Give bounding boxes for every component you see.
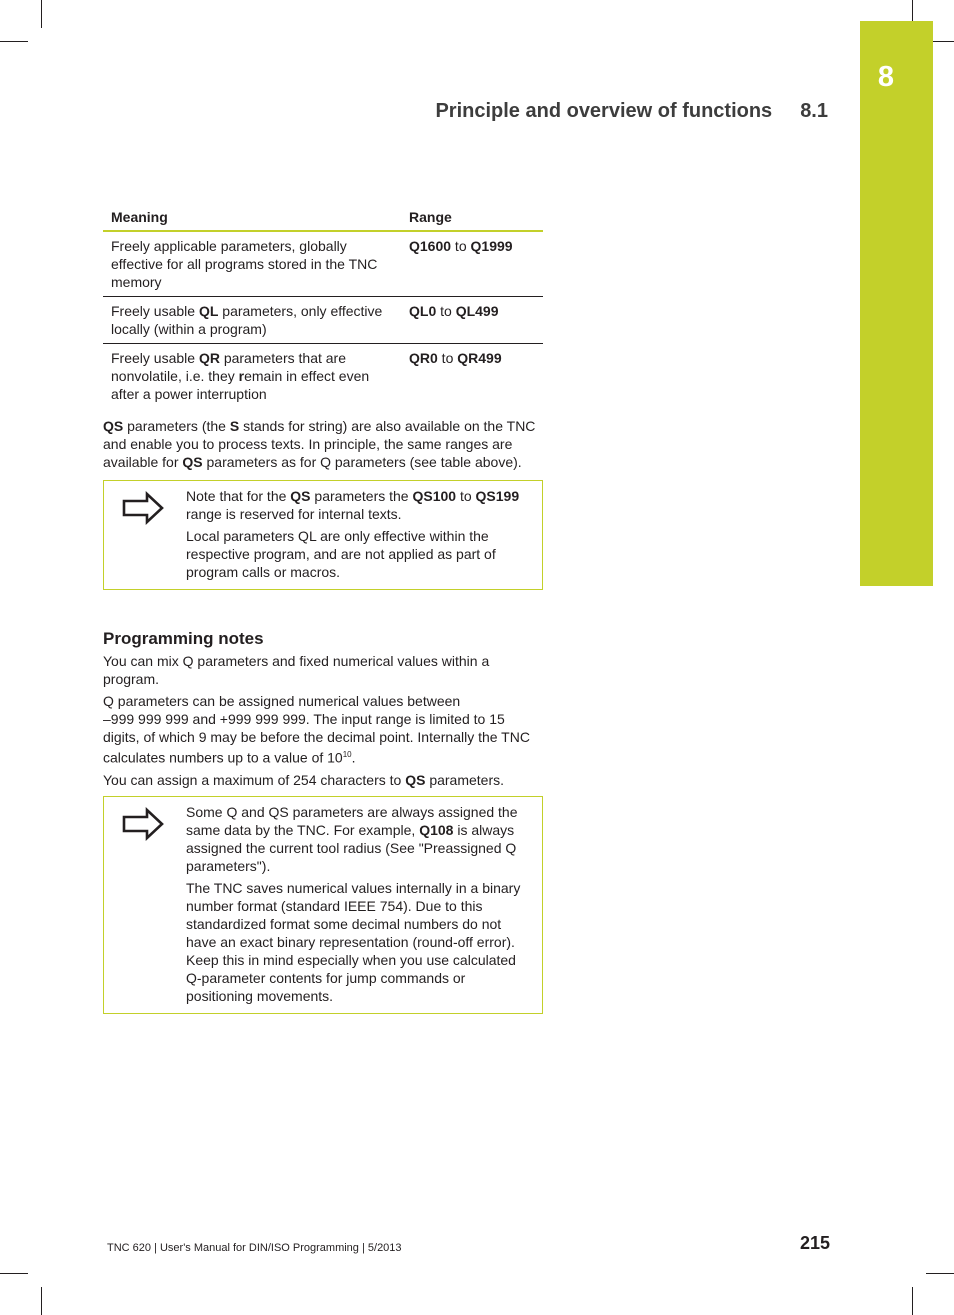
arrow-right-icon bbox=[121, 491, 165, 525]
note-box bbox=[103, 480, 543, 590]
note-paragraph: Local parameters QL are only effective within the respective program, and are not applied as part of program calls or macros. bbox=[186, 528, 496, 580]
cell-range: QR0 to QR499 bbox=[409, 350, 502, 366]
header-section-number: 8.1 bbox=[800, 100, 828, 122]
arrow-right-icon bbox=[121, 807, 165, 841]
page-number: 215 bbox=[799, 1233, 830, 1253]
note-icon-cell bbox=[104, 797, 186, 1013]
table-row bbox=[103, 344, 543, 409]
note-text bbox=[186, 481, 542, 589]
crop-mark bbox=[0, 1273, 28, 1274]
column-header-range: Range bbox=[401, 203, 543, 231]
chapter-tab bbox=[860, 21, 933, 586]
note-text bbox=[186, 797, 542, 1013]
crop-mark bbox=[0, 41, 28, 42]
qs-paragraph: QS parameters (the S stands for string) are also available on the TNC and enable you to process texts. In principle, the same ranges are available for QS parameters as for Q parameters (see table above). bbox=[103, 418, 536, 470]
cell-range: Q1600 to Q1999 bbox=[401, 231, 543, 297]
section-heading: Programming notes bbox=[103, 629, 264, 648]
cell-meaning: Freely usable QL parameters, only effective locally (within a program) bbox=[103, 297, 401, 344]
chapter-number: 8 bbox=[877, 61, 895, 93]
footer-text: TNC 620 | User's Manual for DIN/ISO Programming | 5/2013 bbox=[107, 1242, 402, 1254]
table-row bbox=[103, 297, 543, 344]
cell-meaning: Freely usable QR parameters that are nonvolatile, i.e. they remain in effect even after a power interruption bbox=[111, 350, 370, 402]
crop-mark bbox=[912, 1287, 913, 1315]
crop-mark bbox=[926, 1273, 954, 1274]
main-content bbox=[103, 203, 543, 1014]
column-header-meaning: Meaning bbox=[103, 203, 401, 231]
running-header bbox=[300, 97, 828, 125]
crop-mark bbox=[41, 1287, 42, 1315]
header-title: Principle and overview of functions bbox=[435, 100, 773, 122]
body-paragraph: Q parameters can be assigned numerical values between –999 999 999 and +999 999 999. The input range is limited to 15 digits, of which 9 may be before the decimal point. Internally the TNC calculates numbers up to a value of $10^{10}$. bbox=[103, 693, 530, 766]
note-icon-cell bbox=[104, 481, 186, 589]
crop-mark bbox=[912, 0, 913, 22]
cell-range: QL0 to QL499 bbox=[401, 297, 543, 344]
body-paragraph: You can mix Q parameters and fixed numerical values within a program. bbox=[103, 653, 490, 687]
note-paragraph: Some Q and QS parameters are always assigned the same data by the TNC. For example, Q108 is always assigned the current tool radius (See "Preassigned Q parameters"). bbox=[186, 803, 518, 874]
note-box bbox=[103, 796, 543, 1014]
table-header-row bbox=[103, 203, 543, 231]
note-paragraph: Note that for the QS parameters the QS100 to QS199 range is reserved for internal texts. bbox=[186, 488, 520, 522]
body-paragraph: You can assign a maximum of 254 characters to QS parameters. bbox=[103, 771, 505, 788]
crop-mark bbox=[41, 0, 42, 28]
note-paragraph: The TNC saves numerical values internally in a binary number format (standard IEEE 754). Due to this standardized format some decimal numbers do not have an exact binary representation (round-off error). Keep this in mind especially when you use calculated Q-parameter contents for jump commands or positioning movements. bbox=[186, 879, 521, 1004]
table-row bbox=[103, 231, 543, 297]
parameter-range-table bbox=[103, 203, 543, 408]
cell-meaning: Freely applicable parameters, globally effective for all programs stored in the TNC memory bbox=[103, 231, 401, 297]
